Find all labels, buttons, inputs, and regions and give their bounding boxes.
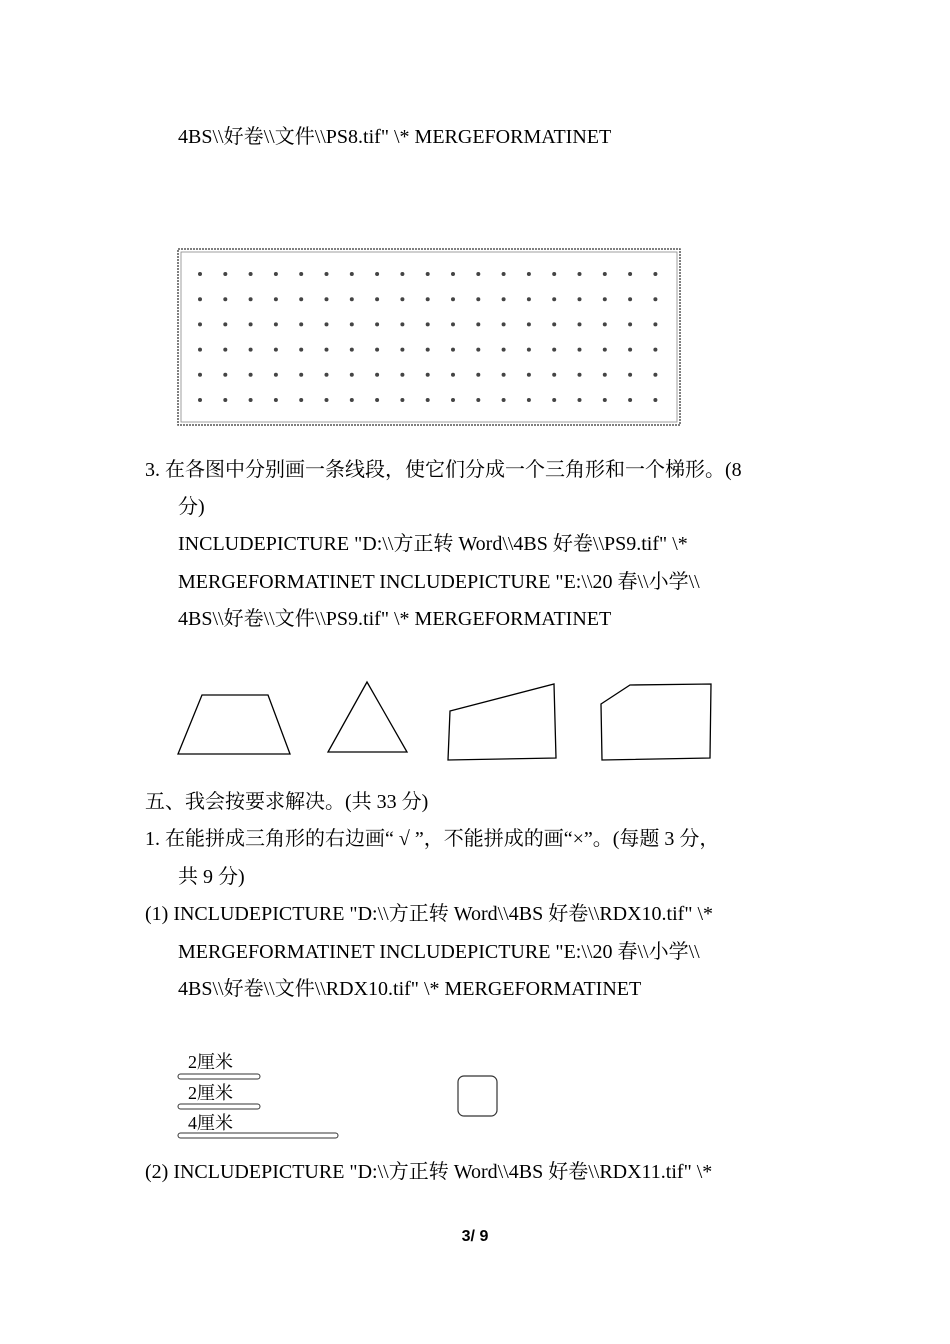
grid-dot (653, 348, 657, 352)
grid-dot (249, 373, 253, 377)
grid-dot (223, 297, 227, 301)
grid-dot (451, 398, 455, 402)
grid-dot (198, 398, 202, 402)
grid-dot (299, 272, 303, 276)
field-code-line: 4BS\\好卷\\文件\\PS8.tif" \* MERGEFORMATINET (178, 126, 612, 148)
grid-dot (325, 348, 329, 352)
grid-dot (325, 373, 329, 377)
grid-dot (350, 373, 354, 377)
grid-dot (426, 373, 430, 377)
grid-dot (325, 272, 329, 276)
grid-dot (249, 297, 253, 301)
grid-dot (451, 272, 455, 276)
grid-dot (628, 272, 632, 276)
grid-dot (400, 322, 404, 326)
grid-dot (375, 373, 379, 377)
grid-dot (400, 398, 404, 402)
grid-dot (603, 272, 607, 276)
shapes-figure (170, 678, 730, 768)
grid-dot (249, 322, 253, 326)
grid-dot (299, 297, 303, 301)
segment-bar (178, 1104, 260, 1109)
grid-dot (527, 322, 531, 326)
grid-dot (350, 272, 354, 276)
field-code-line: MERGEFORMATINET INCLUDEPICTURE "E:\\20 春\\小学\\ (178, 941, 700, 963)
segments-figure (170, 1048, 510, 1144)
grid-dot (527, 272, 531, 276)
grid-dot (400, 373, 404, 377)
grid-dot (400, 272, 404, 276)
grid-dot (527, 398, 531, 402)
grid-dot (299, 348, 303, 352)
grid-dot (223, 322, 227, 326)
grid-dot (350, 322, 354, 326)
field-code-line: 4BS\\好卷\\文件\\PS9.tif" \* MERGEFORMATINET (178, 608, 612, 630)
grid-dot (223, 373, 227, 377)
grid-dot (400, 348, 404, 352)
field-code-line: MERGEFORMATINET INCLUDEPICTURE "E:\\20 春\\小学\\ (178, 571, 700, 593)
grid-dot (578, 348, 582, 352)
grid-dot (400, 297, 404, 301)
question-1-points: 共 9 分) (178, 866, 245, 888)
grid-dot (375, 322, 379, 326)
answer-box[interactable] (458, 1076, 497, 1116)
grid-dot (274, 272, 278, 276)
grid-dot (249, 398, 253, 402)
grid-dot (249, 348, 253, 352)
grid-dot (274, 373, 278, 377)
grid-dot (249, 272, 253, 276)
grid-dot (198, 272, 202, 276)
grid-dot (274, 398, 278, 402)
grid-dot (527, 348, 531, 352)
grid-dot (502, 348, 506, 352)
grid-dot (451, 348, 455, 352)
dot-grid-inner-border (181, 252, 677, 422)
field-code-line: INCLUDEPICTURE "D:\\方正转 Word\\4BS 好卷\\PS9.tif" \* (178, 533, 688, 555)
grid-dot (299, 322, 303, 326)
triangle-shape (328, 682, 407, 752)
field-code-line: (1) INCLUDEPICTURE "D:\\方正转 Word\\4BS 好卷\\RDX10.tif" \* (145, 903, 714, 925)
grid-dot (451, 297, 455, 301)
grid-dot (653, 373, 657, 377)
grid-dot (476, 297, 480, 301)
dot-grid-dots (198, 272, 657, 402)
dot-grid-figure (176, 247, 682, 427)
grid-dot (552, 272, 556, 276)
grid-dot (502, 322, 506, 326)
grid-dot (628, 398, 632, 402)
grid-dot (527, 373, 531, 377)
grid-dot (476, 272, 480, 276)
grid-dot (552, 398, 556, 402)
grid-dot (527, 297, 531, 301)
grid-dot (628, 322, 632, 326)
grid-dot (552, 322, 556, 326)
grid-dot (578, 322, 582, 326)
grid-dot (628, 373, 632, 377)
grid-dot (198, 297, 202, 301)
grid-dot (375, 297, 379, 301)
grid-dot (653, 322, 657, 326)
grid-dot (350, 297, 354, 301)
grid-dot (426, 297, 430, 301)
grid-dot (476, 348, 480, 352)
grid-dot (426, 272, 430, 276)
grid-dot (502, 373, 506, 377)
grid-dot (578, 272, 582, 276)
grid-dot (299, 373, 303, 377)
grid-dot (451, 322, 455, 326)
question-3-points: 分) (178, 496, 205, 518)
grid-dot (426, 348, 430, 352)
segment-bar (178, 1074, 260, 1079)
grid-dot (223, 348, 227, 352)
grid-dot (325, 322, 329, 326)
grid-dot (350, 348, 354, 352)
grid-dot (502, 297, 506, 301)
segment-bar (178, 1133, 338, 1138)
segment-label: 4厘米 (188, 1113, 233, 1133)
grid-dot (198, 373, 202, 377)
grid-dot (628, 297, 632, 301)
grid-dot (426, 398, 430, 402)
grid-dot (274, 322, 278, 326)
grid-dot (603, 398, 607, 402)
grid-dot (325, 297, 329, 301)
trapezoid-shape (178, 695, 290, 754)
grid-dot (502, 272, 506, 276)
grid-dot (451, 373, 455, 377)
grid-dot (375, 398, 379, 402)
grid-dot (578, 297, 582, 301)
quadrilateral-shape (448, 684, 556, 760)
field-code-line: 4BS\\好卷\\文件\\RDX10.tif" \* MERGEFORMATINET (178, 978, 642, 1000)
grid-dot (476, 398, 480, 402)
grid-dot (628, 348, 632, 352)
grid-dot (552, 348, 556, 352)
grid-dot (350, 398, 354, 402)
pentagon-shape (601, 684, 711, 760)
grid-dot (198, 348, 202, 352)
grid-dot (198, 322, 202, 326)
grid-dot (552, 297, 556, 301)
grid-dot (476, 373, 480, 377)
grid-dot (653, 297, 657, 301)
grid-dot (274, 297, 278, 301)
grid-dot (325, 398, 329, 402)
grid-dot (426, 322, 430, 326)
grid-dot (375, 348, 379, 352)
grid-dot (223, 272, 227, 276)
grid-dot (299, 398, 303, 402)
grid-dot (603, 348, 607, 352)
grid-dot (603, 373, 607, 377)
grid-dot (375, 272, 379, 276)
grid-dot (603, 322, 607, 326)
page-number: 3/ 9 (461, 1228, 489, 1245)
segment-label: 2厘米 (188, 1083, 233, 1103)
grid-dot (552, 373, 556, 377)
field-code-line: (2) INCLUDEPICTURE "D:\\方正转 Word\\4BS 好卷\\RDX11.tif" \* (145, 1161, 713, 1183)
grid-dot (223, 398, 227, 402)
grid-dot (502, 398, 506, 402)
grid-dot (476, 322, 480, 326)
grid-dot (274, 348, 278, 352)
grid-dot (603, 297, 607, 301)
grid-dot (578, 373, 582, 377)
segment-label: 2厘米 (188, 1052, 233, 1072)
grid-dot (653, 272, 657, 276)
grid-dot (578, 398, 582, 402)
grid-dot (653, 398, 657, 402)
question-1-text: 1. 在能拼成三角形的右边画“ √ ”，不能拼成的画“×”。(每题 3 分， (145, 828, 720, 850)
question-3-text: 3. 在各图中分别画一条线段，使它们分成一个三角形和一个梯形。(8 (145, 459, 742, 481)
section-5-heading: 五、我会按要求解决。(共 33 分) (145, 791, 429, 813)
